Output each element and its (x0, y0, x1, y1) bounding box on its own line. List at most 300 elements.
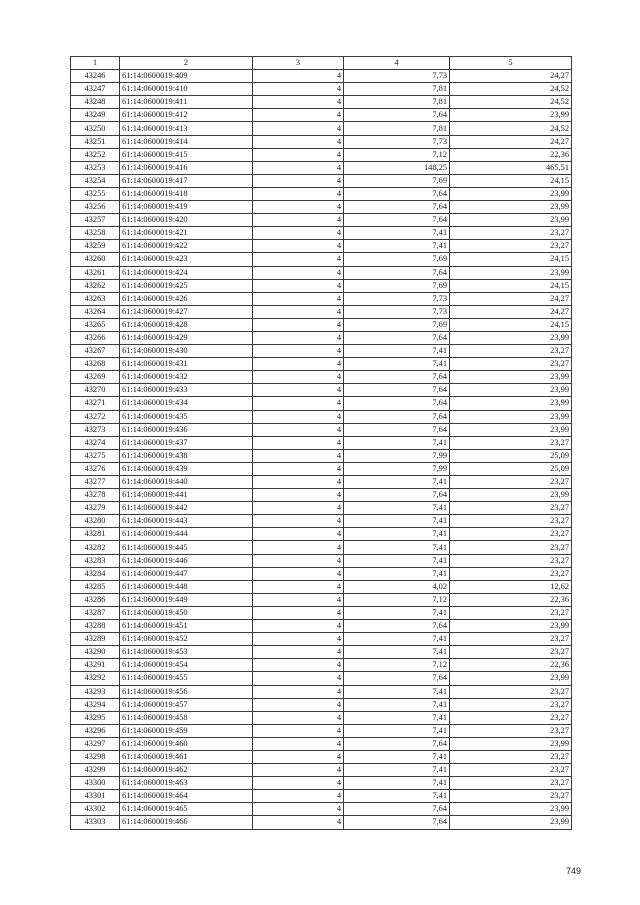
amount-cell: 24,52 (450, 122, 572, 135)
row-number: 43276 (71, 462, 120, 475)
value-cell: 7,64 (344, 109, 450, 122)
cadastral-number: 61:14:0600019:452 (120, 633, 253, 646)
table-row (71, 672, 572, 685)
amount-cell: 23,27 (450, 227, 572, 240)
row-number: 43252 (71, 148, 120, 161)
row-number: 43259 (71, 240, 120, 253)
value-cell: 7,41 (344, 646, 450, 659)
amount-cell: 23,27 (450, 790, 572, 803)
table-row (71, 646, 572, 659)
row-number: 43302 (71, 803, 120, 816)
data-table (70, 56, 572, 830)
amount-cell: 23,27 (450, 685, 572, 698)
table-row (71, 777, 572, 790)
table-row (71, 515, 572, 528)
value-cell: 7,41 (344, 633, 450, 646)
value-cell: 7,69 (344, 253, 450, 266)
code-cell: 4 (253, 358, 344, 371)
code-cell: 4 (253, 397, 344, 410)
code-cell: 4 (253, 292, 344, 305)
value-cell: 7,64 (344, 331, 450, 344)
cadastral-number: 61:14:0600019:413 (120, 122, 253, 135)
row-number: 43251 (71, 135, 120, 148)
table-row (71, 502, 572, 515)
amount-cell: 23,27 (450, 646, 572, 659)
amount-cell: 23,99 (450, 620, 572, 633)
value-cell: 7,64 (344, 620, 450, 633)
code-cell: 4 (253, 606, 344, 619)
cadastral-number: 61:14:0600019:432 (120, 371, 253, 384)
table-row (71, 371, 572, 384)
value-cell: 7,41 (344, 502, 450, 515)
cadastral-number: 61:14:0600019:450 (120, 606, 253, 619)
cadastral-number: 61:14:0600019:454 (120, 659, 253, 672)
value-cell: 7,99 (344, 462, 450, 475)
value-cell: 7,73 (344, 70, 450, 83)
table-row (71, 711, 572, 724)
code-cell: 4 (253, 449, 344, 462)
code-cell: 4 (253, 279, 344, 292)
amount-cell: 23,99 (450, 266, 572, 279)
cadastral-number: 61:14:0600019:453 (120, 646, 253, 659)
cadastral-number: 61:14:0600019:435 (120, 410, 253, 423)
amount-cell: 24,15 (450, 279, 572, 292)
code-cell: 4 (253, 790, 344, 803)
code-cell: 4 (253, 711, 344, 724)
amount-cell: 25,09 (450, 449, 572, 462)
value-cell: 7,81 (344, 122, 450, 135)
cadastral-number: 61:14:0600019:420 (120, 214, 253, 227)
table-row (71, 187, 572, 200)
row-number: 43303 (71, 816, 120, 829)
amount-cell: 23,27 (450, 476, 572, 489)
cadastral-number: 61:14:0600019:414 (120, 135, 253, 148)
cadastral-number: 61:14:0600019:442 (120, 502, 253, 515)
row-number: 43272 (71, 410, 120, 423)
value-cell: 7,64 (344, 384, 450, 397)
table-row (71, 227, 572, 240)
cadastral-number: 61:14:0600019:436 (120, 423, 253, 436)
cadastral-number: 61:14:0600019:433 (120, 384, 253, 397)
value-cell: 7,73 (344, 305, 450, 318)
row-number: 43297 (71, 737, 120, 750)
value-cell: 7,99 (344, 449, 450, 462)
code-cell: 4 (253, 541, 344, 554)
row-number: 43279 (71, 502, 120, 515)
amount-cell: 24,15 (450, 253, 572, 266)
table-row (71, 606, 572, 619)
value-cell: 7,41 (344, 554, 450, 567)
row-number: 43254 (71, 174, 120, 187)
value-cell: 7,12 (344, 148, 450, 161)
code-cell: 4 (253, 672, 344, 685)
cadastral-number: 61:14:0600019:411 (120, 96, 253, 109)
code-cell: 4 (253, 593, 344, 606)
header-row (71, 57, 572, 70)
cadastral-number: 61:14:0600019:459 (120, 724, 253, 737)
value-cell: 7,41 (344, 240, 450, 253)
amount-cell: 23,27 (450, 502, 572, 515)
cadastral-number: 61:14:0600019:451 (120, 620, 253, 633)
row-number: 43299 (71, 764, 120, 777)
value-cell: 7,81 (344, 83, 450, 96)
row-number: 43256 (71, 201, 120, 214)
row-number: 43292 (71, 672, 120, 685)
table-row (71, 803, 572, 816)
amount-cell: 23,99 (450, 803, 572, 816)
code-cell: 4 (253, 70, 344, 83)
table-row (71, 214, 572, 227)
cadastral-number: 61:14:0600019:448 (120, 580, 253, 593)
column-header-5: 5 (450, 57, 572, 70)
value-cell: 7,69 (344, 318, 450, 331)
code-cell: 4 (253, 109, 344, 122)
code-cell: 4 (253, 750, 344, 763)
row-number: 43283 (71, 554, 120, 567)
row-number: 43295 (71, 711, 120, 724)
amount-cell: 24,15 (450, 174, 572, 187)
table-row (71, 70, 572, 83)
value-cell: 7,64 (344, 816, 450, 829)
code-cell: 4 (253, 423, 344, 436)
table-row (71, 109, 572, 122)
value-cell: 7,41 (344, 711, 450, 724)
row-number: 43250 (71, 122, 120, 135)
amount-cell: 24,52 (450, 96, 572, 109)
table-row (71, 135, 572, 148)
amount-cell: 24,27 (450, 135, 572, 148)
amount-cell: 23,27 (450, 541, 572, 554)
code-cell: 4 (253, 201, 344, 214)
value-cell: 7,41 (344, 476, 450, 489)
cadastral-number: 61:14:0600019:429 (120, 331, 253, 344)
code-cell: 4 (253, 135, 344, 148)
code-cell: 4 (253, 489, 344, 502)
value-cell: 7,64 (344, 489, 450, 502)
cadastral-number: 61:14:0600019:426 (120, 292, 253, 305)
value-cell: 7,41 (344, 436, 450, 449)
amount-cell: 23,27 (450, 528, 572, 541)
code-cell: 4 (253, 528, 344, 541)
table-row (71, 790, 572, 803)
amount-cell: 23,99 (450, 371, 572, 384)
value-cell: 7,41 (344, 541, 450, 554)
code-cell: 4 (253, 240, 344, 253)
code-cell: 4 (253, 515, 344, 528)
row-number: 43257 (71, 214, 120, 227)
row-number: 43281 (71, 528, 120, 541)
code-cell: 4 (253, 331, 344, 344)
value-cell: 7,41 (344, 698, 450, 711)
code-cell: 4 (253, 266, 344, 279)
table-body (71, 70, 572, 829)
cadastral-number: 61:14:0600019:416 (120, 161, 253, 174)
table-row (71, 685, 572, 698)
row-number: 43291 (71, 659, 120, 672)
amount-cell: 23,99 (450, 423, 572, 436)
cadastral-number: 61:14:0600019:412 (120, 109, 253, 122)
amount-cell: 23,27 (450, 567, 572, 580)
code-cell: 4 (253, 318, 344, 331)
row-number: 43300 (71, 777, 120, 790)
row-number: 43288 (71, 620, 120, 633)
code-cell: 4 (253, 462, 344, 475)
table-row (71, 240, 572, 253)
code-cell: 4 (253, 476, 344, 489)
table-row (71, 724, 572, 737)
cadastral-number: 61:14:0600019:417 (120, 174, 253, 187)
value-cell: 7,41 (344, 358, 450, 371)
cadastral-number: 61:14:0600019:447 (120, 567, 253, 580)
row-number: 43275 (71, 449, 120, 462)
value-cell: 7,64 (344, 410, 450, 423)
table-row (71, 384, 572, 397)
value-cell: 7,64 (344, 371, 450, 384)
cadastral-number: 61:14:0600019:466 (120, 816, 253, 829)
row-number: 43301 (71, 790, 120, 803)
code-cell: 4 (253, 816, 344, 829)
row-number: 43271 (71, 397, 120, 410)
value-cell: 7,69 (344, 174, 450, 187)
code-cell: 4 (253, 777, 344, 790)
table-row (71, 161, 572, 174)
amount-cell: 23,99 (450, 410, 572, 423)
cadastral-number: 61:14:0600019:410 (120, 83, 253, 96)
row-number: 43249 (71, 109, 120, 122)
row-number: 43263 (71, 292, 120, 305)
cadastral-number: 61:14:0600019:440 (120, 476, 253, 489)
cadastral-number: 61:14:0600019:431 (120, 358, 253, 371)
row-number: 43293 (71, 685, 120, 698)
code-cell: 4 (253, 371, 344, 384)
cadastral-number: 61:14:0600019:424 (120, 266, 253, 279)
row-number: 43246 (71, 70, 120, 83)
value-cell: 7,64 (344, 423, 450, 436)
cadastral-number: 61:14:0600019:444 (120, 528, 253, 541)
code-cell: 4 (253, 646, 344, 659)
code-cell: 4 (253, 737, 344, 750)
value-cell: 7,64 (344, 803, 450, 816)
cadastral-number: 61:14:0600019:443 (120, 515, 253, 528)
table-row (71, 593, 572, 606)
amount-cell: 23,99 (450, 201, 572, 214)
cadastral-number: 61:14:0600019:428 (120, 318, 253, 331)
row-number: 43286 (71, 593, 120, 606)
table-row (71, 698, 572, 711)
row-number: 43274 (71, 436, 120, 449)
table-row (71, 410, 572, 423)
amount-cell: 24,27 (450, 70, 572, 83)
value-cell: 7,41 (344, 724, 450, 737)
value-cell: 7,41 (344, 777, 450, 790)
code-cell: 4 (253, 554, 344, 567)
amount-cell: 23,27 (450, 633, 572, 646)
row-number: 43296 (71, 724, 120, 737)
value-cell: 7,64 (344, 737, 450, 750)
table-row (71, 580, 572, 593)
value-cell: 7,41 (344, 750, 450, 763)
amount-cell: 23,27 (450, 724, 572, 737)
code-cell: 4 (253, 187, 344, 200)
cadastral-number: 61:14:0600019:455 (120, 672, 253, 685)
amount-cell: 12,62 (450, 580, 572, 593)
table-row (71, 253, 572, 266)
value-cell: 7,41 (344, 515, 450, 528)
row-number: 43287 (71, 606, 120, 619)
table-row (71, 476, 572, 489)
value-cell: 148,25 (344, 161, 450, 174)
row-number: 43248 (71, 96, 120, 109)
value-cell: 7,64 (344, 266, 450, 279)
value-cell: 7,41 (344, 567, 450, 580)
table-row (71, 96, 572, 109)
table-row (71, 174, 572, 187)
amount-cell: 23,99 (450, 187, 572, 200)
cadastral-number: 61:14:0600019:422 (120, 240, 253, 253)
row-number: 43270 (71, 384, 120, 397)
code-cell: 4 (253, 148, 344, 161)
table-row (71, 148, 572, 161)
amount-cell: 23,99 (450, 816, 572, 829)
cadastral-number: 61:14:0600019:445 (120, 541, 253, 554)
amount-cell: 23,27 (450, 436, 572, 449)
table-row (71, 528, 572, 541)
amount-cell: 465,51 (450, 161, 572, 174)
value-cell: 7,64 (344, 214, 450, 227)
row-number: 43253 (71, 161, 120, 174)
cadastral-number: 61:14:0600019:427 (120, 305, 253, 318)
table-row (71, 620, 572, 633)
code-cell: 4 (253, 174, 344, 187)
code-cell: 4 (253, 161, 344, 174)
amount-cell: 23,99 (450, 214, 572, 227)
code-cell: 4 (253, 724, 344, 737)
cadastral-number: 61:14:0600019:464 (120, 790, 253, 803)
amount-cell: 23,27 (450, 554, 572, 567)
row-number: 43273 (71, 423, 120, 436)
table-row (71, 449, 572, 462)
cadastral-number: 61:14:0600019:463 (120, 777, 253, 790)
table-row (71, 397, 572, 410)
table-row (71, 423, 572, 436)
value-cell: 7,41 (344, 606, 450, 619)
table-row (71, 331, 572, 344)
cadastral-number: 61:14:0600019:438 (120, 449, 253, 462)
amount-cell: 23,99 (450, 384, 572, 397)
row-number: 43284 (71, 567, 120, 580)
amount-cell: 23,27 (450, 777, 572, 790)
amount-cell: 23,27 (450, 345, 572, 358)
code-cell: 4 (253, 345, 344, 358)
row-number: 43269 (71, 371, 120, 384)
value-cell: 7,64 (344, 397, 450, 410)
table-row (71, 266, 572, 279)
cadastral-number: 61:14:0600019:456 (120, 685, 253, 698)
table-row (71, 554, 572, 567)
row-number: 43285 (71, 580, 120, 593)
amount-cell: 23,99 (450, 672, 572, 685)
row-number: 43268 (71, 358, 120, 371)
table-row (71, 659, 572, 672)
column-header-2: 2 (120, 57, 253, 70)
cadastral-number: 61:14:0600019:418 (120, 187, 253, 200)
code-cell: 4 (253, 685, 344, 698)
value-cell: 4,02 (344, 580, 450, 593)
cadastral-number: 61:14:0600019:437 (120, 436, 253, 449)
cadastral-number: 61:14:0600019:449 (120, 593, 253, 606)
table-row (71, 345, 572, 358)
amount-cell: 24,52 (450, 83, 572, 96)
code-cell: 4 (253, 122, 344, 135)
value-cell: 7,81 (344, 96, 450, 109)
amount-cell: 25,09 (450, 462, 572, 475)
row-number: 43258 (71, 227, 120, 240)
row-number: 43290 (71, 646, 120, 659)
table-row (71, 750, 572, 763)
table-row (71, 816, 572, 829)
table-row (71, 567, 572, 580)
table-row (71, 541, 572, 554)
amount-cell: 23,27 (450, 750, 572, 763)
value-cell: 7,73 (344, 292, 450, 305)
amount-cell: 23,27 (450, 711, 572, 724)
row-number: 43280 (71, 515, 120, 528)
cadastral-number: 61:14:0600019:439 (120, 462, 253, 475)
row-number: 43282 (71, 541, 120, 554)
table-row (71, 292, 572, 305)
cadastral-number: 61:14:0600019:419 (120, 201, 253, 214)
table-row (71, 358, 572, 371)
code-cell: 4 (253, 633, 344, 646)
code-cell: 4 (253, 803, 344, 816)
amount-cell: 23,99 (450, 397, 572, 410)
code-cell: 4 (253, 384, 344, 397)
amount-cell: 23,99 (450, 737, 572, 750)
cadastral-number: 61:14:0600019:460 (120, 737, 253, 750)
row-number: 43266 (71, 331, 120, 344)
table-row (71, 305, 572, 318)
cadastral-number: 61:14:0600019:462 (120, 764, 253, 777)
row-number: 43278 (71, 489, 120, 502)
table-row (71, 436, 572, 449)
value-cell: 7,41 (344, 528, 450, 541)
amount-cell: 23,27 (450, 764, 572, 777)
table-row (71, 318, 572, 331)
amount-cell: 23,99 (450, 109, 572, 122)
amount-cell: 23,99 (450, 489, 572, 502)
code-cell: 4 (253, 436, 344, 449)
cadastral-number: 61:14:0600019:446 (120, 554, 253, 567)
table-header (71, 57, 572, 70)
amount-cell: 23,27 (450, 240, 572, 253)
code-cell: 4 (253, 764, 344, 777)
row-number: 43294 (71, 698, 120, 711)
cadastral-number: 61:14:0600019:415 (120, 148, 253, 161)
value-cell: 7,12 (344, 593, 450, 606)
value-cell: 7,41 (344, 764, 450, 777)
code-cell: 4 (253, 305, 344, 318)
value-cell: 7,41 (344, 790, 450, 803)
amount-cell: 24,27 (450, 292, 572, 305)
row-number: 43289 (71, 633, 120, 646)
page-number: 749 (566, 866, 582, 876)
row-number: 43277 (71, 476, 120, 489)
cadastral-number: 61:14:0600019:430 (120, 345, 253, 358)
row-number: 43267 (71, 345, 120, 358)
cadastral-number: 61:14:0600019:409 (120, 70, 253, 83)
row-number: 43255 (71, 187, 120, 200)
code-cell: 4 (253, 659, 344, 672)
